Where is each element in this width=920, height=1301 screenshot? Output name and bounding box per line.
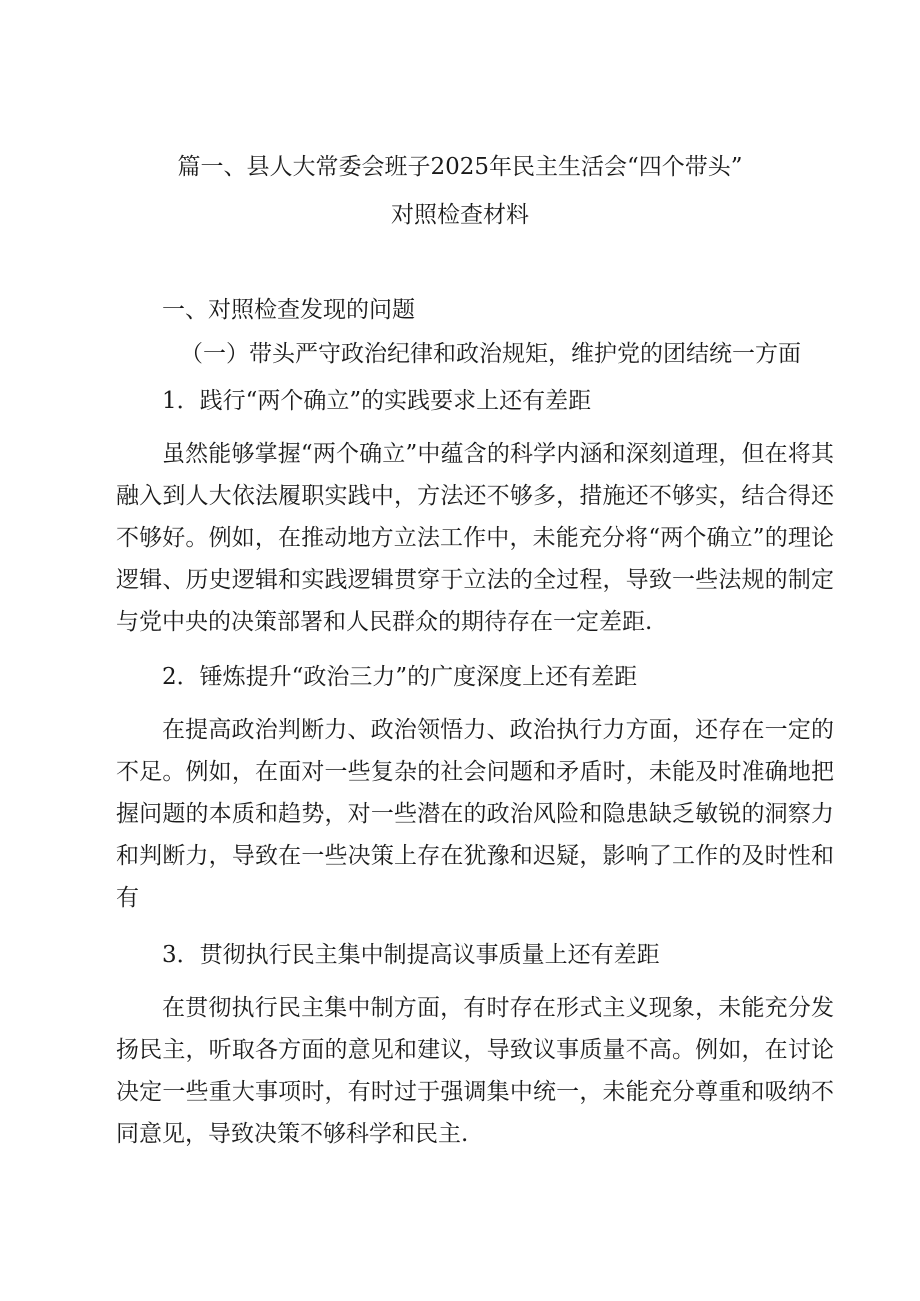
item-2-heading: 2．锤炼提升“政治三力”的广度深度上还有差距 xyxy=(162,664,638,690)
document-title-line-2: 对照检查材料 xyxy=(391,202,529,228)
item-2-body: 在提高政治判断力、政治领悟力、政治执行力方面，还存在一定的不足。例如，在面对一些复杂的社会问题和矛盾时，未能及时准确地把握问题的本质和趋势，对一些潜在的政治风险和隐患缺乏敏锐的洞察力和判断力，导致在一些决策上存在犹豫和迟疑，影响了工作的及时性和有 xyxy=(116,717,834,911)
subsection-heading: （一）带头严守政治纪律和政治规矩，维护党的团结统一方面 xyxy=(180,341,801,367)
item-3-heading: 3．贯彻执行民主集中制提高议事质量上还有差距 xyxy=(162,942,660,968)
section-heading: 一、对照检查发现的问题 xyxy=(162,297,415,323)
document-title-line-1: 篇一、县人大常委会班子2025年民主生活会“四个带头” xyxy=(177,154,743,180)
item-3-body: 在贯彻执行民主集中制方面，有时存在形式主义现象，未能充分发扬民主，听取各方面的意见和建议，导致议事质量不高。例如，在讨论决定一些重大事项时，有时过于强调集中统一，未能充分尊重和吸纳不同意见，导致决策不够科学和民主. xyxy=(116,995,834,1147)
item-1-body: 虽然能够掌握“两个确立”中蕴含的科学内涵和深刻道理，但在将其融入到人大依法履职实践中，方法还不够多，措施还不够实，结合得还不够好。例如，在推动地方立法工作中，未能充分将“两个确立”的理论逻辑、历史逻辑和实践逻辑贯穿于立法的全过程，导致一些法规的制定与党中央的决策部署和人民群众的期待存在一定差距. xyxy=(116,441,834,635)
item-1-heading: 1．践行“两个确立”的实践要求上还有差距 xyxy=(162,388,592,414)
